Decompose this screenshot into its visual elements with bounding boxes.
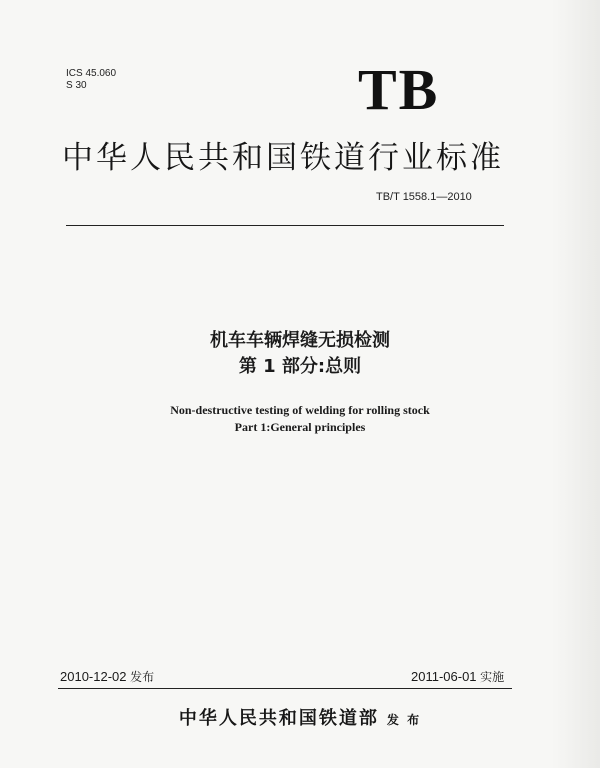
english-title (0, 402, 600, 436)
issue-date-value: 2010-12-02 (60, 669, 127, 684)
implementation-date (411, 669, 504, 685)
chinese-title-line1: 机车车辆焊缝无损检测 (210, 330, 390, 351)
english-title-line2: Part 1:General principles (234, 420, 366, 434)
chinese-title (0, 328, 600, 380)
issue-date (60, 669, 154, 685)
scan-edge-shadow (552, 0, 600, 768)
ccs-code: S 30 (66, 80, 87, 91)
top-divider (66, 225, 504, 226)
publisher-label: 发 布 (386, 713, 422, 727)
english-title-line1: Non-destructive testing of welding for rolling stock (170, 403, 430, 417)
ics-code: ICS 45.060 (66, 68, 117, 79)
classification-codes (66, 68, 116, 92)
implementation-date-value: 2011-06-01 (411, 669, 477, 684)
chinese-title-line2: 第 1 部分:总则 (238, 356, 362, 377)
publisher-org: 中华人民共和国铁道部 (178, 708, 379, 729)
implementation-date-label: 实施 (480, 670, 505, 684)
standard-number: TB/T 1558.1—2010 (376, 191, 472, 203)
tb-logo: TB (358, 57, 440, 122)
issue-date-label: 发布 (130, 670, 155, 684)
standard-category-title: 中华人民共和国铁道行业标准 (62, 140, 504, 176)
bottom-divider (58, 688, 512, 689)
publisher (0, 704, 600, 730)
